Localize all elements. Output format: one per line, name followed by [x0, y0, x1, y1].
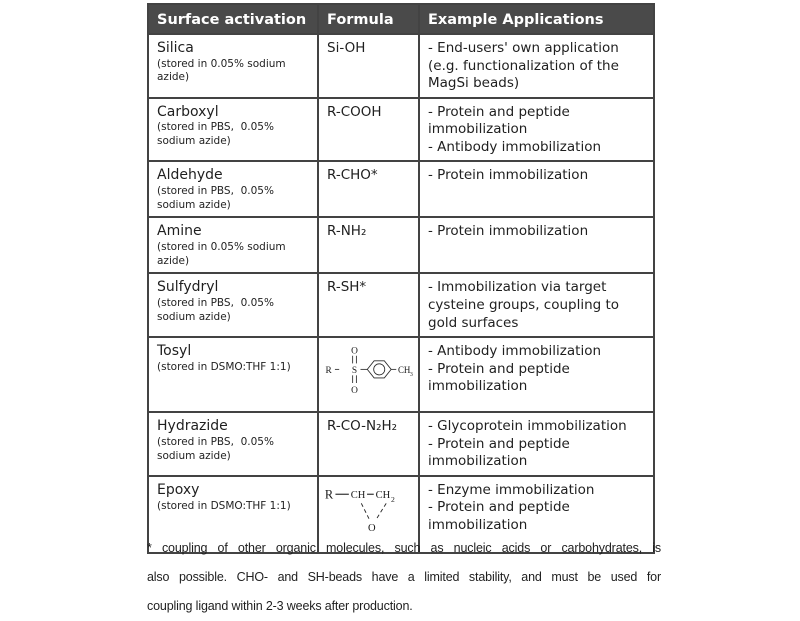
activation-storage: (stored in PBS, 0.05% sodium azide): [157, 297, 278, 323]
table-row-tosyl: [148, 337, 654, 412]
table-header-row: [148, 4, 654, 34]
table-row-silica: [148, 34, 654, 98]
application-item: - Protein and peptide immobilization: [428, 360, 570, 395]
cell-formula-amine: [318, 217, 419, 273]
atom-label-r: R: [325, 365, 332, 376]
application-item: - Antibody immobilization: [428, 138, 602, 155]
cell-formula-aldehyde: [318, 161, 419, 217]
cell-applications-silica: [419, 34, 654, 98]
activation-name: Aldehyde: [157, 167, 223, 184]
cell-applications-hydrazide: [419, 412, 654, 476]
cell-activation-aldehyde: [148, 161, 318, 217]
activation-name: Sulfydryl: [157, 279, 219, 296]
cell-applications-aldehyde: [419, 161, 654, 217]
atom-label-o: O: [368, 522, 376, 534]
atom-label-ch2-sub: 2: [390, 494, 395, 504]
epoxy-structure-image: [323, 483, 413, 539]
application-item: - Protein immobilization: [428, 223, 589, 240]
header-formula: Formula: [318, 4, 419, 34]
atom-label-s: S: [351, 365, 358, 376]
cell-applications-amine: [419, 217, 654, 273]
surface-activation-table: [147, 3, 655, 554]
activation-name: Tosyl: [157, 343, 192, 360]
cell-activation-amine: [148, 217, 318, 273]
cell-formula-carboxyl: [318, 98, 419, 162]
cell-formula-hydrazide: [318, 412, 419, 476]
application-item: - End-users' own application (e.g. functionalization of the MagSi beads): [428, 40, 619, 92]
activation-storage: (stored in 0.05% sodium azide): [157, 241, 289, 267]
formula-text: R-CO-N₂H₂: [327, 418, 398, 435]
activation-storage: (stored in PBS, 0.05% sodium azide): [157, 435, 278, 462]
table-row-carboxyl: [148, 98, 654, 162]
application-item: - Protein and peptide immobilization: [428, 435, 570, 470]
table-row-aldehyde: [148, 161, 654, 217]
atom-label-r: R: [324, 487, 334, 502]
application-item: - Enzyme immobilization: [428, 481, 595, 498]
cell-formula-tosyl: [318, 337, 419, 412]
activation-name: Silica: [157, 40, 194, 56]
activation-storage: (stored in 0.05% sodium azide): [157, 57, 289, 84]
atom-label-ch: CH: [350, 489, 366, 501]
footnote: [147, 534, 661, 621]
application-item: - Protein immobilization: [428, 167, 589, 184]
table-row-sulfydryl: [148, 273, 654, 337]
cell-applications-carboxyl: [419, 98, 654, 162]
application-item: - Glycoprotein immobilization: [428, 418, 627, 435]
cell-activation-tosyl: [148, 337, 318, 412]
application-item: - Protein and peptide immobilization: [428, 103, 570, 138]
footnote-line: coupling ligand within 2-3 weeks after production.: [147, 599, 413, 613]
cell-applications-tosyl: [419, 337, 654, 412]
formula-text: Si-OH: [327, 40, 366, 56]
activation-storage: (stored in PBS, 0.05% sodium azide): [157, 185, 278, 211]
header-surface-activation: Surface activation: [148, 4, 318, 34]
activation-storage: (stored in PBS, 0.05% sodium azide): [157, 121, 278, 148]
atom-label-ch2: CH: [375, 489, 391, 501]
application-item: - Immobilization via target cysteine groups, coupling to gold surfaces: [428, 279, 620, 331]
activation-name: Carboxyl: [157, 103, 219, 120]
atom-label-methyl-sub: 3: [409, 371, 413, 378]
footnote-line: * coupling of other organic molecules, such as nucleic acids or carbohydrates, is: [147, 541, 661, 555]
tosyl-structure-image: [323, 344, 415, 399]
formula-text: R-CHO*: [327, 167, 378, 184]
activation-name: Hydrazide: [157, 418, 228, 435]
atom-label-o-bottom: O: [351, 385, 358, 396]
activation-storage: (stored in DSMO:THF 1:1): [157, 360, 291, 373]
footnote-line: also possible. CHO- and SH-beads have a limited stability, and must be used for: [147, 570, 661, 584]
formula-text: R-SH*: [327, 279, 367, 296]
formula-text: R-NH₂: [327, 223, 367, 240]
activation-name: Epoxy: [157, 481, 200, 498]
table-row-hydrazide: [148, 412, 654, 476]
activation-name: Amine: [157, 223, 202, 240]
application-item: - Antibody immobilization: [428, 343, 602, 360]
cell-activation-hydrazide: [148, 412, 318, 476]
cell-activation-silica: [148, 34, 318, 98]
cell-activation-carboxyl: [148, 98, 318, 162]
activation-storage: (stored in DSMO:THF 1:1): [157, 499, 291, 512]
cell-applications-sulfydryl: [419, 273, 654, 337]
cell-formula-silica: [318, 34, 419, 98]
formula-text: R-COOH: [327, 103, 382, 120]
cell-formula-sulfydryl: [318, 273, 419, 337]
atom-label-methyl: CH: [397, 364, 411, 375]
application-item: - Protein and peptide immobilization: [428, 499, 570, 533]
atom-label-o-top: O: [351, 346, 358, 357]
cell-activation-sulfydryl: [148, 273, 318, 337]
header-example-applications: Example Applications: [419, 4, 654, 34]
table-row-amine: [148, 217, 654, 273]
